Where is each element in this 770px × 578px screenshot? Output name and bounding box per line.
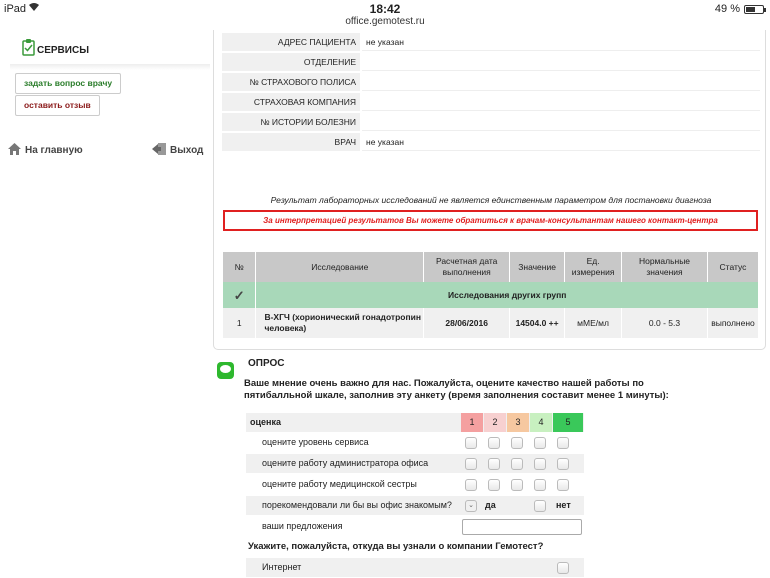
info-value: не указан xyxy=(362,133,760,151)
exit-icon xyxy=(152,143,166,158)
home-icon xyxy=(8,143,21,158)
suggestions-label: ваши предложения xyxy=(262,521,343,531)
source-option-row xyxy=(246,558,584,577)
source-checkbox[interactable] xyxy=(557,562,569,574)
score-checkbox[interactable] xyxy=(465,437,477,449)
interpretation-warning: За интерпретацией результатов Вы можете обратиться к врачам-консультантам нашего контакт-центра xyxy=(223,210,758,231)
info-label: ОТДЕЛЕНИЕ xyxy=(222,53,360,71)
group-label: Исследования других групп xyxy=(256,282,759,308)
score-checkbox[interactable] xyxy=(557,458,569,470)
info-row xyxy=(222,73,760,91)
score-header-2: 2 xyxy=(484,413,506,432)
score-header-5: 5 xyxy=(553,413,583,432)
info-value xyxy=(362,53,760,71)
url-bar[interactable]: office.gemotest.ru xyxy=(345,16,425,27)
row-date: 28/06/2016 xyxy=(424,308,510,338)
no-checkbox[interactable] xyxy=(534,500,546,512)
info-row xyxy=(222,133,760,151)
clock: 18:42 xyxy=(369,2,401,16)
col-header-unit: Ед. измерения xyxy=(565,252,622,282)
row-status: выполнено xyxy=(707,308,758,338)
question-label: оцените уровень сервиса xyxy=(262,437,369,447)
group-row[interactable] xyxy=(223,282,759,308)
no-label: нет xyxy=(556,500,571,510)
survey-icon xyxy=(217,362,234,379)
battery-percent: 49 % xyxy=(714,3,740,15)
exit-link[interactable] xyxy=(152,143,203,158)
device-label: iPad xyxy=(4,3,27,15)
row-value: 14504.0 ++ xyxy=(510,308,565,338)
score-checkbox[interactable] xyxy=(465,458,477,470)
score-header-3: 3 xyxy=(507,413,529,432)
results-panel xyxy=(213,30,766,350)
survey-question-row xyxy=(246,454,584,473)
col-header-study: Исследование xyxy=(256,252,424,282)
results-table xyxy=(223,252,759,338)
score-checkbox[interactable] xyxy=(488,458,500,470)
info-row xyxy=(222,53,760,71)
col-header-date: Расчетная дата выполнения xyxy=(424,252,510,282)
info-value xyxy=(362,113,760,131)
home-label: На главную xyxy=(25,145,83,156)
col-header-status: Статус xyxy=(707,252,758,282)
score-checkbox[interactable] xyxy=(488,479,500,491)
info-row xyxy=(222,93,760,111)
col-header-normal: Нормальные значения xyxy=(622,252,708,282)
score-header-4: 4 xyxy=(530,413,552,432)
rating-header-label: оценка xyxy=(250,417,281,427)
status-bar xyxy=(0,0,770,30)
info-row xyxy=(222,113,760,131)
source-option-label: Интернет xyxy=(262,562,302,572)
question-label: оцените работу администратора офиса xyxy=(262,458,429,468)
ask-doctor-button[interactable]: задать вопрос врачу xyxy=(15,73,121,94)
rating-header-row xyxy=(246,413,584,432)
yes-label: да xyxy=(485,500,496,510)
score-checkbox[interactable] xyxy=(488,437,500,449)
col-header-num: № xyxy=(223,252,256,282)
survey-intro: Ваше мнение очень важно для нас. Пожалуйста, оцените качество нашей работы по пятибалльной шкале, заполнив эту анкету (время заполнения составит менее 1 минуты): xyxy=(244,378,669,401)
info-label: СТРАХОВАЯ КОМПАНИЯ xyxy=(222,93,360,111)
leave-review-button[interactable]: оставить отзыв xyxy=(15,95,100,116)
exit-label: Выход xyxy=(170,145,204,156)
info-row xyxy=(222,33,760,51)
recommend-row xyxy=(246,496,584,515)
battery-icon xyxy=(744,5,764,14)
chevron-down-icon[interactable]: ⌄ xyxy=(465,500,477,512)
suggestions-row xyxy=(246,517,584,536)
services-heading xyxy=(22,38,89,56)
question-label: оцените работу медицинской сестры xyxy=(262,479,417,489)
survey-question-row xyxy=(246,433,584,452)
survey-title: ОПРОС xyxy=(248,358,285,369)
row-normal: 0.0 - 5.3 xyxy=(622,308,708,338)
services-title: СЕРВИСЫ xyxy=(37,45,89,56)
info-label: АДРЕС ПАЦИЕНТА xyxy=(222,33,360,51)
info-label: № ИСТОРИИ БОЛЕЗНИ xyxy=(222,113,360,131)
info-value xyxy=(362,93,760,111)
sidebar xyxy=(0,30,212,578)
score-checkbox[interactable] xyxy=(534,479,546,491)
clipboard-icon xyxy=(22,38,36,56)
suggestions-input[interactable] xyxy=(462,519,582,535)
home-link[interactable] xyxy=(8,143,83,158)
score-checkbox[interactable] xyxy=(511,458,523,470)
row-unit: мМЕ/мл xyxy=(565,308,622,338)
info-value xyxy=(362,73,760,91)
table-row xyxy=(223,308,759,338)
recommend-label: порекомендовали ли бы вы офис знакомым? xyxy=(262,500,452,510)
score-checkbox[interactable] xyxy=(511,437,523,449)
score-checkbox[interactable] xyxy=(534,437,546,449)
disclaimer-note: Результат лабораторных исследований не является единственным параметром для постановки диагноза xyxy=(270,195,712,205)
score-checkbox[interactable] xyxy=(465,479,477,491)
col-header-value: Значение xyxy=(510,252,565,282)
score-header-1: 1 xyxy=(461,413,483,432)
info-label: № СТРАХОВОГО ПОЛИСА xyxy=(222,73,360,91)
row-num: 1 xyxy=(223,308,256,338)
score-checkbox[interactable] xyxy=(557,479,569,491)
score-checkbox[interactable] xyxy=(557,437,569,449)
score-checkbox[interactable] xyxy=(534,458,546,470)
info-label: ВРАЧ xyxy=(222,133,360,151)
checkmark-icon[interactable]: ✓ xyxy=(223,282,256,308)
table-header-row xyxy=(223,252,759,282)
survey-question-row xyxy=(246,475,584,494)
info-value: не указан xyxy=(362,33,760,51)
sidebar-divider xyxy=(10,64,210,70)
score-checkbox[interactable] xyxy=(511,479,523,491)
row-study: В-ХГЧ (хорионический гонадотропин человека) xyxy=(256,308,424,338)
source-question: Укажите, пожалуйста, откуда вы узнали о компании Гемотест? xyxy=(248,541,544,552)
